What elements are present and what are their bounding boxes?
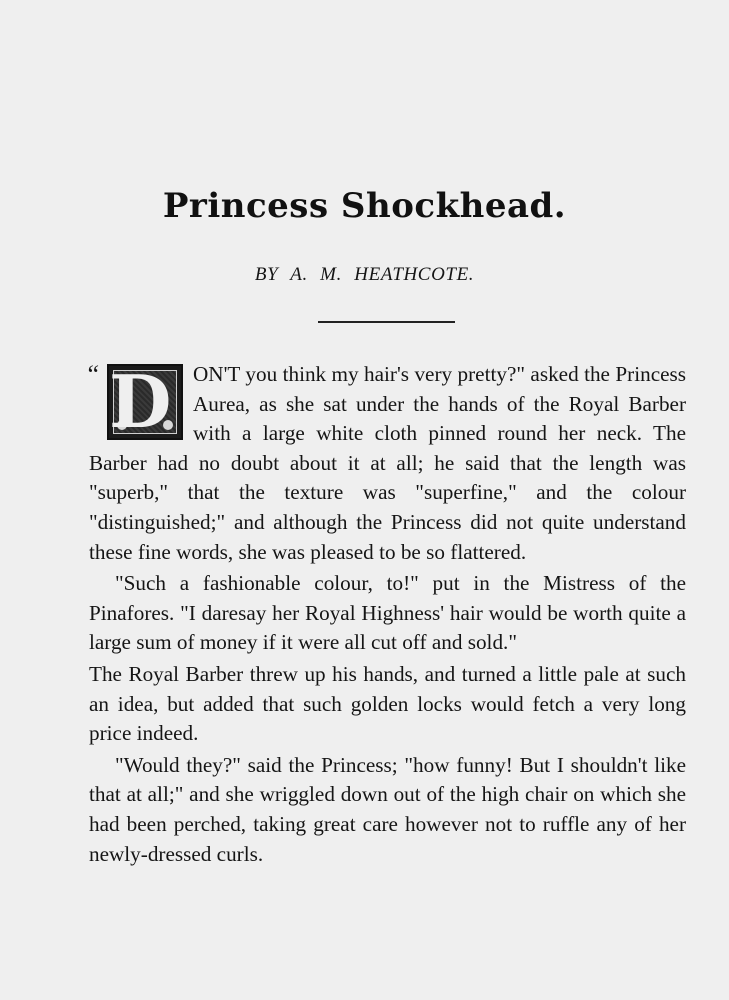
title-divider — [318, 321, 455, 323]
paragraph-1-text: ON'T you think my hair's very pretty?" asked the Princess Aurea, as she sat under the hands of the Royal Barber with a large white cloth pinned round her neck. The Barber had no doubt about it at all; he said that the length was "superb," that the texture was "superfine," and the colour "distinguished;" and although the Princess did not quite understand these fine words, she was pleased to be so flattered. — [89, 362, 686, 564]
story-body — [89, 360, 686, 871]
ornamental-drop-cap-icon — [107, 359, 183, 444]
opening-quote-mark: “ — [85, 360, 100, 389]
paragraph-4: "Would they?" said the Princess; "how funny! But I shouldn't like that at all;" and she wriggled down out of the high chair on which she had been perched, taking great care however not to ruffle any of her newly-dressed curls. — [89, 752, 686, 866]
paragraph-1 — [89, 360, 686, 567]
chapter-title: Princess Shockhead. — [162, 186, 567, 226]
drop-cap-letter: D — [109, 359, 172, 444]
paragraph-3: The Royal Barber threw up his hands, and turned a little pale at such an idea, but added that such golden locks would fetch a very long price indeed. — [89, 661, 686, 746]
paragraph-2: "Such a fashionable colour, to!" put in the Mistress of the Pinafores. "I daresay her Royal Highness' hair would be worth quite a large sum of money if it were all cut off and sold." — [89, 571, 686, 655]
author-byline: BY A. M. HEATHCOTE. — [254, 264, 475, 285]
